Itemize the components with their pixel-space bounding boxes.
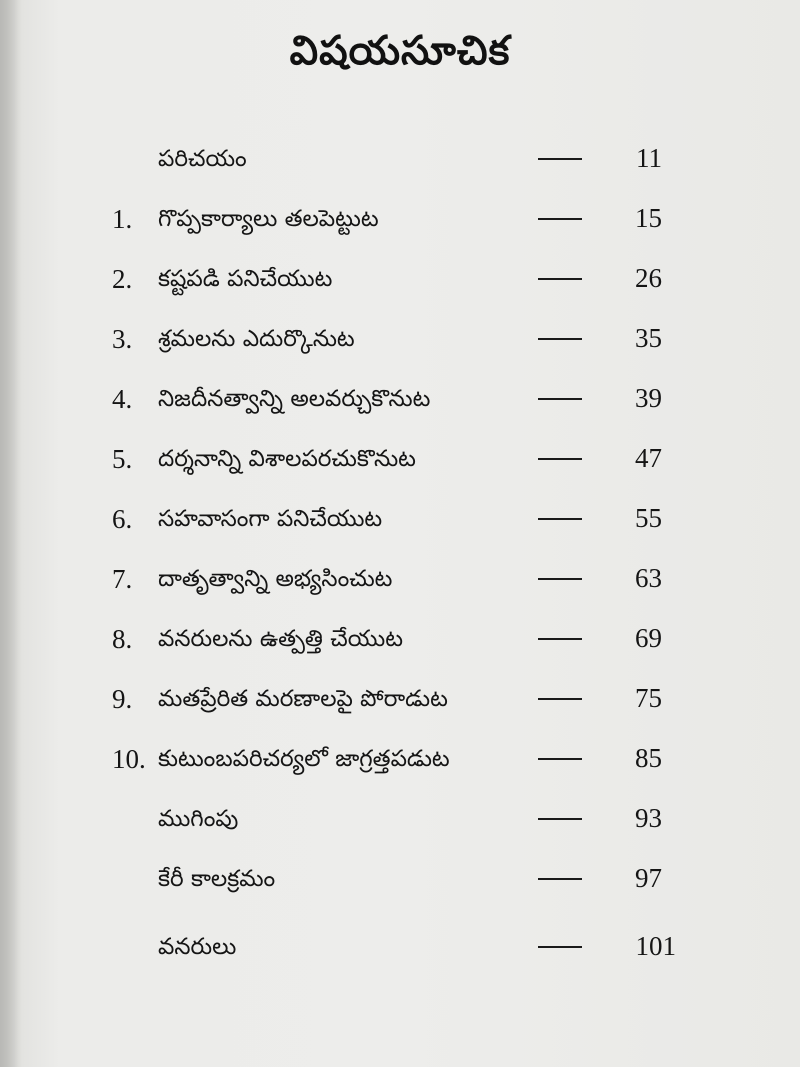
entry-number: 3. <box>112 324 133 354</box>
toc-entry <box>0 926 800 986</box>
entry-number: 9. <box>112 684 133 714</box>
toc-entry <box>0 438 800 498</box>
entry-title: గొప్పకార్యాలు తలపెట్టుట <box>158 206 379 232</box>
entry-number: 7. <box>112 564 133 594</box>
toc-entry <box>0 498 800 558</box>
entry-title: శ్రమలను ఎదుర్కొనుట <box>158 326 355 352</box>
entry-page-number: 11 <box>636 143 662 173</box>
toc-entry <box>0 738 800 798</box>
entry-number: 1. <box>112 204 133 234</box>
entry-dash <box>538 818 582 820</box>
entry-page-number: 39 <box>635 383 662 413</box>
toc-entry <box>0 378 800 438</box>
entry-number: 4. <box>112 384 133 414</box>
entry-number: 10. <box>112 744 146 774</box>
entry-title: ముగింపు <box>158 806 239 832</box>
entry-title: దాతృత్వాన్ని అభ్యసించుట <box>158 566 393 592</box>
toc-entry <box>0 798 800 858</box>
entry-page-number: 93 <box>635 803 662 833</box>
entry-title: పరిచయం <box>158 146 247 172</box>
entry-page-number: 15 <box>635 203 662 233</box>
entry-page-number: 69 <box>635 623 662 653</box>
entry-dash <box>538 518 582 520</box>
entry-dash <box>538 278 582 280</box>
entry-page-number: 97 <box>635 863 662 893</box>
entry-page-number: 26 <box>635 263 662 293</box>
entry-title: మతప్రేరిత మరణాలపై పోరాడుట <box>158 686 448 712</box>
toc-entry <box>0 258 800 318</box>
entry-page-number: 101 <box>635 931 676 961</box>
entry-dash <box>538 158 582 160</box>
toc-entry <box>0 858 800 918</box>
entry-dash <box>538 578 582 580</box>
entry-dash <box>538 758 582 760</box>
toc-entry <box>0 198 800 258</box>
entry-number: 5. <box>112 444 133 474</box>
entry-page-number: 47 <box>635 443 662 473</box>
entry-number: 6. <box>112 504 133 534</box>
entry-dash <box>538 458 582 460</box>
entry-page-number: 35 <box>635 323 662 353</box>
entry-title: వనరులను ఉత్పత్తి చేయుట <box>158 626 403 652</box>
entry-title: దర్శనాన్ని విశాలపరచుకొనుట <box>158 446 416 472</box>
entry-page-number: 75 <box>635 683 662 713</box>
entry-title: వనరులు <box>158 934 237 960</box>
entry-dash <box>538 398 582 400</box>
entry-dash <box>538 338 582 340</box>
entry-number: 2. <box>112 264 133 294</box>
toc-entry <box>0 618 800 678</box>
table-of-contents <box>0 138 800 986</box>
entry-title: సహవాసంగా పనిచేయుట <box>158 506 383 532</box>
entry-page-number: 63 <box>635 563 662 593</box>
entry-dash <box>538 638 582 640</box>
entry-dash <box>538 878 582 880</box>
entry-number: 8. <box>112 624 133 654</box>
entry-title: కష్టపడి పనిచేయుట <box>158 266 333 292</box>
entry-title: కుటుంబపరిచర్యలో జాగ్రత్తపడుట <box>158 746 450 772</box>
entry-dash <box>538 698 582 700</box>
toc-entry <box>0 558 800 618</box>
entry-page-number: 85 <box>635 743 662 773</box>
toc-entry <box>0 318 800 378</box>
entry-page-number: 55 <box>635 503 662 533</box>
entry-title: కేరీ కాలక్రమం <box>158 866 276 892</box>
page-title: విషయసూచిక <box>289 28 511 74</box>
toc-entry <box>0 678 800 738</box>
entry-dash <box>538 218 582 220</box>
toc-entry <box>0 138 800 198</box>
entry-dash <box>538 946 582 948</box>
entry-title: నిజదీనత్వాన్ని అలవర్చుకొనుట <box>158 386 431 412</box>
